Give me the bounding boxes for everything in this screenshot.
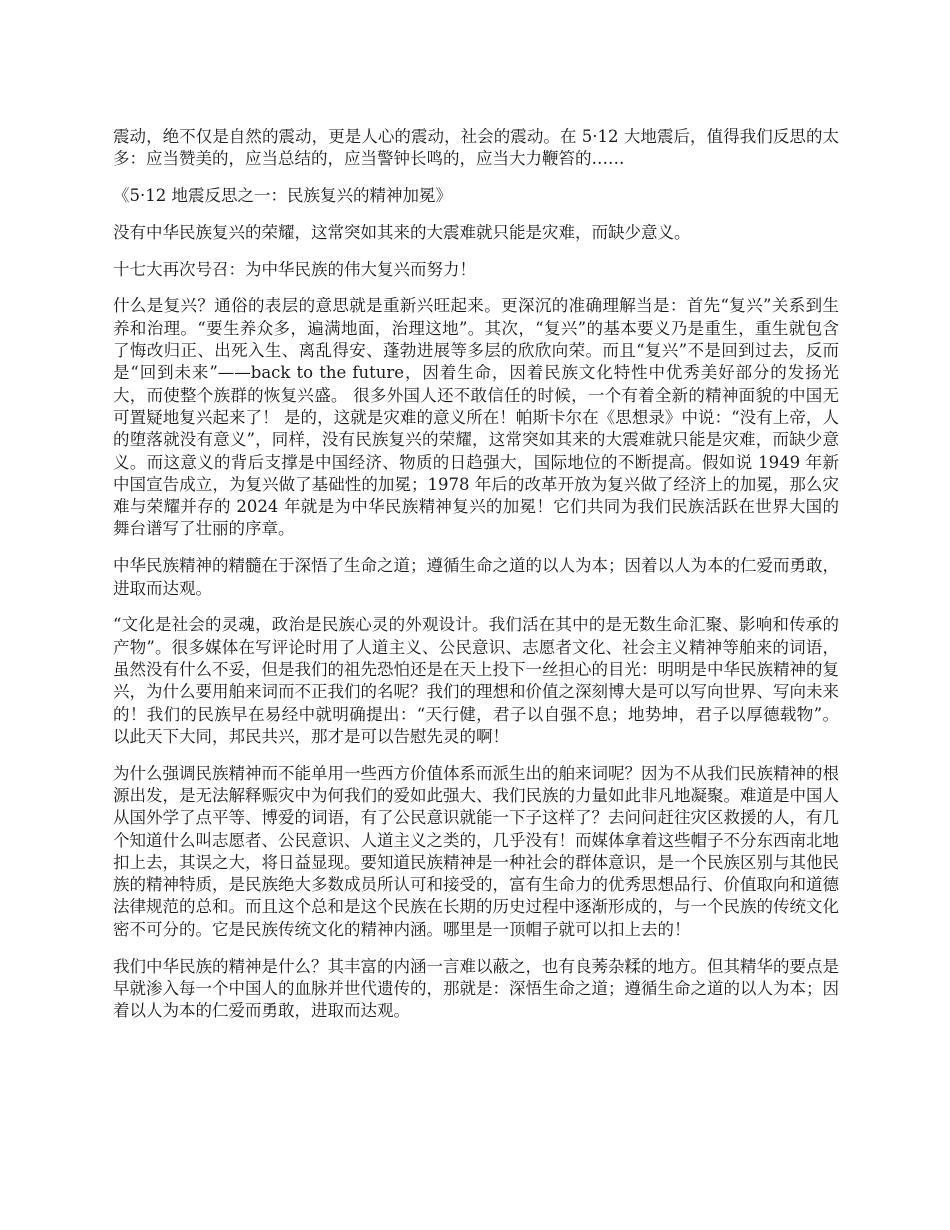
body-paragraph: “文化是社会的灵魂，政治是民族心灵的外观设计。我们活在其中的是无数生命汇聚、影响和传承的产物”。很多媒体在写评论时用了人道主义、公民意识、志愿者文化、社会主义精神等舶来的词语，虽然没有什么不妥，但是我们的祖先恐怕还是在天上投下一丝担心的目光：明明是中华民族精神的复兴，为什么要用舶来词而不正我们的名呢？我们的理想和价值之深刻博大是可以写向世界、写向未来的！我们的民族早在易经中就明确提出：“天行健，君子以自强不息；地势坤，君子以厚德载物”。以此天下大同，邦民共兴，那才是可以告慰先灵的啊！ bbox=[113, 615, 839, 746]
body-paragraph: 为什么强调民族精神而不能单用一些西方价值体系而派生出的舶来词呢？因为不从我们民族精神的根源出发，是无法解释赈灾中为何我们的爱如此强大、我们民族的力量如此非凡地凝聚。难道是中国人从国外学了点平等、博爱的词语，有了公民意识就能一下子这样了？去问问赶往灾区救援的人，有几个知道什么叫志愿者、公民意识、人道主义之类的，几乎没有！而媒体拿着这些帽子不分东西南北地扣上去，其误之大，将日益显现。要知道民族精神是一种社会的群体意识，是一个民族区别与其他民族的精神特质，是民族绝大多数成员所认可和接受的，富有生命力的优秀思想品行、价值取向和道德法律规范的总和。而且这个总和是这个民族在长期的历史过程中逐渐形成的，与一个民族的传统文化密不可分的。它是民族传统文化的精神内涵。哪里是一顶帽子就可以扣上去的！ bbox=[113, 763, 839, 939]
intro-paragraph: 震动，绝不仅是自然的震动，更是人心的震动，社会的震动。在 5·12 大地震后，值得我们反思的太多：应当赞美的，应当总结的，应当警钟长鸣的，应当大力鞭笞的…… bbox=[113, 127, 839, 169]
article-title: 《5·12 地震反思之一：民族复兴的精神加冕》 bbox=[113, 186, 452, 206]
body-paragraph: 没有中华民族复兴的荣耀，这常突如其来的大震难就只能是灾难，而缺少意义。 bbox=[113, 222, 691, 242]
body-paragraph: 中华民族精神的精髓在于深悟了生命之道；遵循生命之道的以人为本；因着以人为本的仁爱而勇敢，进取而达观。 bbox=[113, 556, 839, 598]
body-paragraph: 什么是复兴？通俗的表层的意思就是重新兴旺起来。更深沉的准确理解当是：首先“复兴”关系到生养和治理。“要生养众多，遍满地面，治理这地”。其次，“复兴”的基本要义乃是重生，重生就包含了悔改归正、出死入生、离乱得安、蓬勃进展等多层的欣欣向荣。而且“复兴”不是回到过去，反而是“回到未来”——back to the future，因着生命，因着民族文化特性中优秀美好部分的发扬光大，而使整个族群的恢复兴盛。 很多外国人还不敢信任的时候，一个有着全新的精神面貌的中国无可置疑地复兴起来了！ 是的，这就是灾难的意义所在！帕斯卡尔在《思想录》中说：“没有上帝，人的堕落就没有意义”，同样，没有民族复兴的荣耀，这常突如其来的大震难就只能是灾难，而缺少意义。而这意义的背后支撑是中国经济、物质的日趋强大，国际地位的不断提高。假如说 1949 年新中国宣告成立，为复兴做了基础性的加冕；1978 年后的改革开放为复兴做了经济上的加冕，那么灾难与荣耀并存的 2024 年就是为中华民族精神复兴的加冕！它们共同为我们民族活跃在世界大国的舞台谱写了壮丽的序章。 bbox=[113, 296, 839, 539]
body-paragraph: 十七大再次号召：为中华民族的伟大复兴而努力！ bbox=[113, 259, 476, 279]
document-body bbox=[113, 126, 839, 1037]
body-paragraph: 我们中华民族的精神是什么？其丰富的内涵一言难以蔽之，也有良莠杂糅的地方。但其精华的要点是早就渗入每一个中国人的血脉并世代遗传的，那就是：深悟生命之道；遵循生命之道的以人为本；因着以人为本的仁爱而勇敢，进取而达观。 bbox=[113, 956, 839, 1021]
